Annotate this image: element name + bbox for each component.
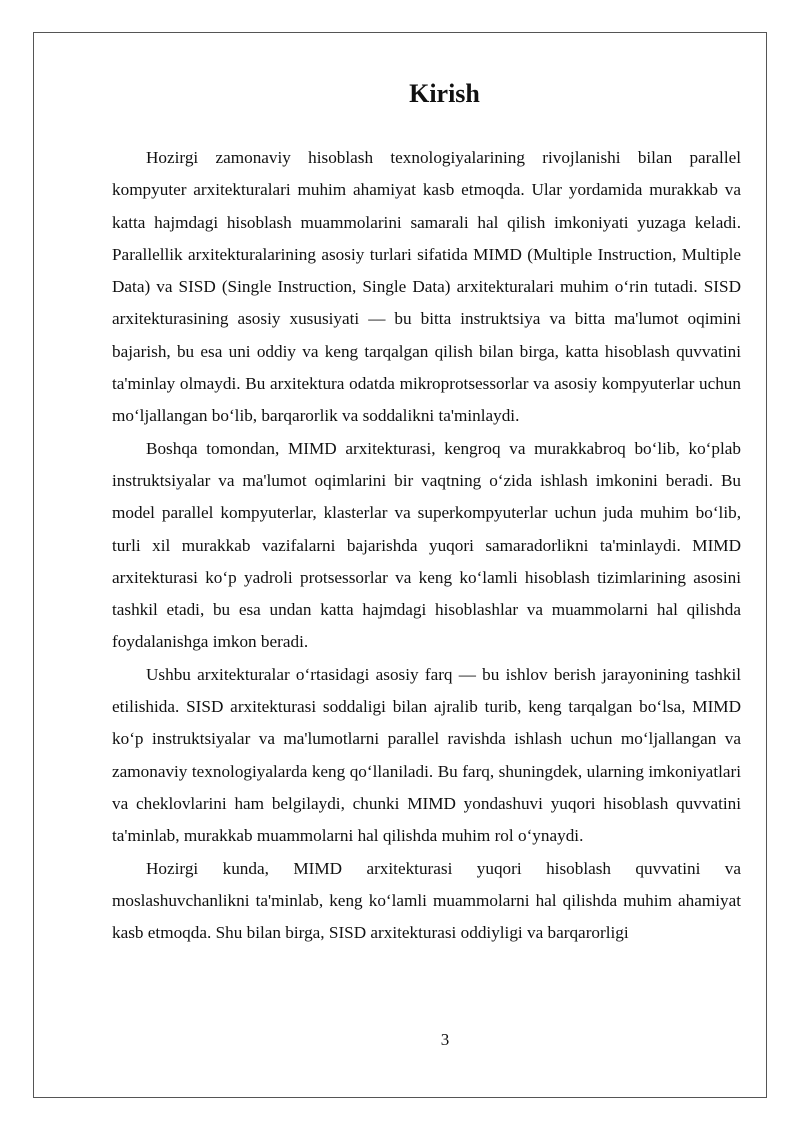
paragraph-1: Hozirgi zamonaviy hisoblash texnologiyalarining rivojlanishi bilan parallel kompyuter arxitekturalari muhim ahamiyat kasb etmoqda. Ular yordamida murakkab va katta hajmdagi hisoblash muammolarini samarali hal qilish imkoniyati yuzaga keladi. Parallellik arxitekturalarining asosiy turlari sifatida MIMD (Multiple Instruction, Multiple Data) va SISD (Single Instruction, Single Data) arxitekturalari muhim o‘rin tutadi. SISD arxitekturasining asosiy xususiyati — bu bitta instruktsiya va bitta ma'lumot oqimini bajarish, bu esa uni oddiy va keng tarqalgan qilish bilan birga, katta hisoblash quvvatini ta'minlay olmaydi. Bu arxitektura odatda mikroprotsessorlar va asosiy kompyuterlar uchun mo‘ljallangan bo‘lib, barqarorlik va soddalikni ta'minlaydi. xyxy=(112,148,741,426)
paragraph-3: Ushbu arxitekturalar o‘rtasidagi asosiy farq — bu ishlov berish jarayonining tashkil etilishida. SISD arxitekturasi soddaligi bilan ajralib turib, keng tarqalgan bo‘lsa, MIMD ko‘p instruktsiyalar va ma'lumotlarni parallel ravishda ishlash uchun mo‘ljallangan va zamonaviy texnologiyalarda keng qo‘llaniladi. Bu farq, shuningdek, ularning imkoniyatlari va cheklovlarini ham belgilaydi, chunki MIMD yondashuvi yuqori hisoblash quvvatini ta'minlab, murakkab muammolarni hal qilishda muhim rol o‘ynaydi. xyxy=(112,664,741,846)
page-number: 3 xyxy=(440,1030,450,1049)
paragraph-2: Boshqa tomondan, MIMD arxitekturasi, kengroq va murakkabroq bo‘lib, ko‘plab instruktsiyalar va ma'lumot oqimlarini bir vaqtning o‘zida ishlash imkonini beradi. Bu model parallel kompyuterlar, klasterlar va superkompyuterlar uchun juda muhim bo‘lib, turli xil murakkab vazifalarni bajarishda yuqori samaradorlikni ta'minlaydi. MIMD arxitekturasi ko‘p yadroli protsessorlar va keng ko‘lamli hisoblash tizimlarining asosini tashkil etadi, bu esa undan katta hajmdagi hisoblashlar va muammolarni hal qilishda foydalanishga imkon beradi. xyxy=(112,438,741,652)
page-title: Kirish xyxy=(409,79,480,108)
page-content xyxy=(112,70,741,949)
paragraph-4: Hozirgi kunda, MIMD arxitekturasi yuqori hisoblash quvvatini va moslashuvchanlikni ta'minlab, keng ko‘lamli muammolarni hal qilishda muhim ahamiyat kasb etmoqda. Shu bilan birga, SISD arxitekturasi oddiyligi va barqarorligi xyxy=(112,858,741,943)
